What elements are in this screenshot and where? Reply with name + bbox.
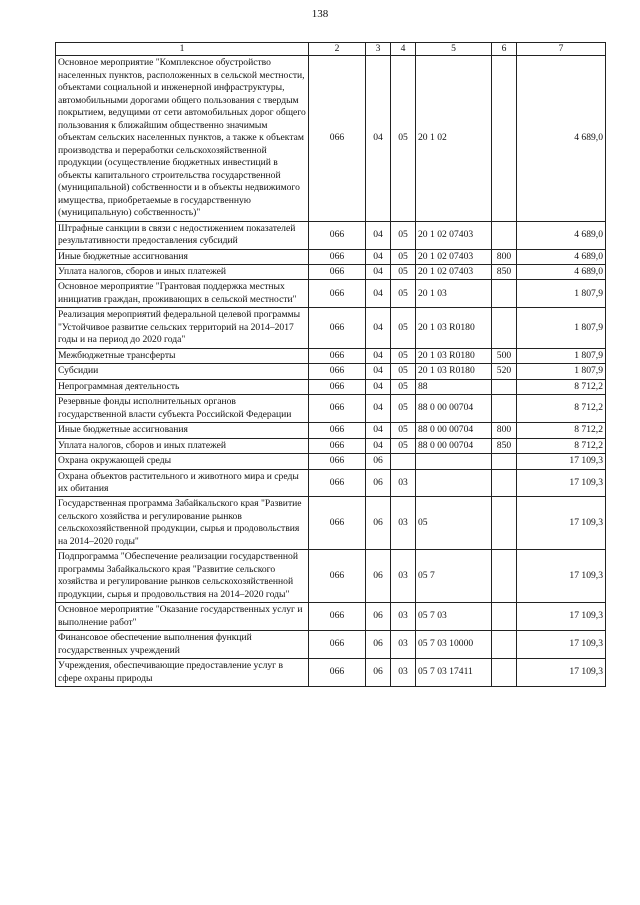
row-target-article: 20 1 02 07403 <box>416 249 492 264</box>
row-expense-type: 800 <box>492 249 517 264</box>
row-expense-type <box>492 603 517 631</box>
row-amount: 17 109,3 <box>517 469 606 497</box>
row-target-article: 20 1 03 R0180 <box>416 308 492 348</box>
budget-table <box>55 42 606 687</box>
row-amount: 1 807,9 <box>517 364 606 379</box>
row-subsection-code: 03 <box>391 603 416 631</box>
row-name: Основное мероприятие "Грантовая поддержка местных инициатив граждан, проживающих в сельской местности" <box>56 280 309 308</box>
row-subsection-code: 03 <box>391 469 416 497</box>
row-subsection-code: 05 <box>391 395 416 423</box>
row-name: Штрафные санкции в связи с недостижением показателей результативности предоставления субсидий <box>56 221 309 249</box>
row-section-code: 06 <box>366 550 391 603</box>
row-expense-type <box>492 454 517 469</box>
row-grbs-code: 066 <box>309 603 366 631</box>
row-name: Реализация мероприятий федеральной целевой программы "Устойчивое развитие сельских территорий на 2014–2017 годы и на период до 2020 года" <box>56 308 309 348</box>
row-grbs-code: 066 <box>309 438 366 453</box>
header-cell: 5 <box>416 43 492 56</box>
table-row <box>56 379 606 394</box>
row-target-article <box>416 469 492 497</box>
row-subsection-code: 05 <box>391 264 416 279</box>
row-amount: 1 807,9 <box>517 348 606 363</box>
row-amount: 17 109,3 <box>517 454 606 469</box>
row-grbs-code: 066 <box>309 659 366 687</box>
row-name: Уплата налогов, сборов и иных платежей <box>56 438 309 453</box>
row-grbs-code: 066 <box>309 379 366 394</box>
row-subsection-code: 03 <box>391 550 416 603</box>
row-target-article: 20 1 03 <box>416 280 492 308</box>
row-grbs-code: 066 <box>309 395 366 423</box>
row-name: Иные бюджетные ассигнования <box>56 249 309 264</box>
row-grbs-code: 066 <box>309 249 366 264</box>
row-amount: 4 689,0 <box>517 221 606 249</box>
table-row <box>56 264 606 279</box>
header-cell: 7 <box>517 43 606 56</box>
row-subsection-code: 05 <box>391 438 416 453</box>
row-amount: 17 109,3 <box>517 550 606 603</box>
row-grbs-code: 066 <box>309 469 366 497</box>
row-section-code: 04 <box>366 395 391 423</box>
table-row <box>56 603 606 631</box>
row-section-code: 04 <box>366 348 391 363</box>
row-name: Уплата налогов, сборов и иных платежей <box>56 264 309 279</box>
table-row <box>56 454 606 469</box>
row-expense-type <box>492 395 517 423</box>
row-subsection-code <box>391 454 416 469</box>
row-amount: 4 689,0 <box>517 249 606 264</box>
row-section-code: 04 <box>366 249 391 264</box>
row-name: Межбюджетные трансферты <box>56 348 309 363</box>
row-amount: 17 109,3 <box>517 603 606 631</box>
row-name: Основное мероприятие "Оказание государственных услуг и выполнение работ" <box>56 603 309 631</box>
table-row <box>56 550 606 603</box>
row-amount: 17 109,3 <box>517 659 606 687</box>
row-name: Охрана объектов растительного и животного мира и среды их обитания <box>56 469 309 497</box>
header-cell: 3 <box>366 43 391 56</box>
row-grbs-code: 066 <box>309 308 366 348</box>
row-expense-type <box>492 497 517 550</box>
row-amount: 4 689,0 <box>517 264 606 279</box>
row-amount: 17 109,3 <box>517 497 606 550</box>
table-row <box>56 280 606 308</box>
row-grbs-code: 066 <box>309 631 366 659</box>
row-name: Учреждения, обеспечивающие предоставление услуг в сфере охраны природы <box>56 659 309 687</box>
table-row <box>56 423 606 438</box>
row-expense-type <box>492 469 517 497</box>
row-expense-type: 800 <box>492 423 517 438</box>
table-row <box>56 631 606 659</box>
row-target-article: 88 0 00 00704 <box>416 438 492 453</box>
row-section-code: 04 <box>366 56 391 221</box>
header-row <box>56 43 606 56</box>
row-target-article: 88 <box>416 379 492 394</box>
row-section-code: 04 <box>366 379 391 394</box>
table-row <box>56 56 606 221</box>
row-section-code: 04 <box>366 308 391 348</box>
row-grbs-code: 066 <box>309 454 366 469</box>
row-subsection-code: 05 <box>391 280 416 308</box>
row-section-code: 04 <box>366 264 391 279</box>
row-amount: 17 109,3 <box>517 631 606 659</box>
row-section-code: 06 <box>366 497 391 550</box>
row-name: Резервные фонды исполнительных органов государственной власти субъекта Российской Федерации <box>56 395 309 423</box>
row-amount: 8 712,2 <box>517 395 606 423</box>
row-subsection-code: 05 <box>391 308 416 348</box>
row-grbs-code: 066 <box>309 280 366 308</box>
row-amount: 8 712,2 <box>517 438 606 453</box>
row-name: Основное мероприятие "Комплексное обустройство населенных пунктов, расположенных в сельской местности, объектами социальной и инженерной инфраструктуры, автомобильными дорогами общего пользования с твердым покрытием, ведущими от сети автомобильных дорог общего пользования к ближайшим общественно значимым объектам сельских населенных пунктов, а также к объектам производства и переработки сельскохозяйственной продукции (осуществление бюджетных инвестиций в объекты капитального строительства государственной (муниципальной) собственности и в объекты недвижимого имущества, приобретаемые в государственную (муниципальную) собственность)" <box>56 56 309 221</box>
row-target-article: 20 1 02 07403 <box>416 221 492 249</box>
table-row <box>56 659 606 687</box>
row-target-article: 05 7 03 <box>416 603 492 631</box>
row-name: Иные бюджетные ассигнования <box>56 423 309 438</box>
row-section-code: 04 <box>366 221 391 249</box>
table-row <box>56 308 606 348</box>
row-subsection-code: 05 <box>391 364 416 379</box>
row-name: Финансовое обеспечение выполнения функций государственных учреждений <box>56 631 309 659</box>
row-expense-type <box>492 550 517 603</box>
row-subsection-code: 03 <box>391 659 416 687</box>
row-section-code: 04 <box>366 364 391 379</box>
row-name: Подпрограмма "Обеспечение реализации государственной программы Забайкальского края "Развитие сельского хозяйства и регулирование рынков сельскохозяйственной продукции, сырья и продовольствия на 2014–2020 годы" <box>56 550 309 603</box>
row-expense-type <box>492 631 517 659</box>
row-section-code: 04 <box>366 280 391 308</box>
header-cell: 2 <box>309 43 366 56</box>
row-target-article: 20 1 03 R0180 <box>416 348 492 363</box>
row-target-article: 05 7 <box>416 550 492 603</box>
row-amount: 4 689,0 <box>517 56 606 221</box>
row-target-article <box>416 454 492 469</box>
row-amount: 1 807,9 <box>517 308 606 348</box>
row-expense-type: 850 <box>492 264 517 279</box>
row-section-code: 06 <box>366 469 391 497</box>
row-grbs-code: 066 <box>309 550 366 603</box>
table-row <box>56 249 606 264</box>
row-expense-type <box>492 308 517 348</box>
row-grbs-code: 066 <box>309 221 366 249</box>
row-target-article: 88 0 00 00704 <box>416 395 492 423</box>
row-expense-type: 500 <box>492 348 517 363</box>
row-expense-type <box>492 56 517 221</box>
row-section-code: 06 <box>366 603 391 631</box>
page-number: 138 <box>311 8 329 20</box>
table-row <box>56 438 606 453</box>
row-grbs-code: 066 <box>309 348 366 363</box>
row-target-article: 05 <box>416 497 492 550</box>
row-grbs-code: 066 <box>309 497 366 550</box>
row-target-article: 20 1 02 <box>416 56 492 221</box>
row-expense-type <box>492 379 517 394</box>
header-cell: 1 <box>56 43 309 56</box>
row-name: Субсидии <box>56 364 309 379</box>
table-row <box>56 348 606 363</box>
row-target-article: 05 7 03 10000 <box>416 631 492 659</box>
row-expense-type <box>492 280 517 308</box>
row-grbs-code: 066 <box>309 264 366 279</box>
row-amount: 8 712,2 <box>517 379 606 394</box>
row-amount: 8 712,2 <box>517 423 606 438</box>
table-row <box>56 469 606 497</box>
table-row <box>56 221 606 249</box>
row-section-code: 06 <box>366 454 391 469</box>
row-section-code: 06 <box>366 659 391 687</box>
row-subsection-code: 05 <box>391 423 416 438</box>
row-section-code: 06 <box>366 631 391 659</box>
row-subsection-code: 05 <box>391 249 416 264</box>
row-subsection-code: 03 <box>391 497 416 550</box>
row-subsection-code: 05 <box>391 56 416 221</box>
row-section-code: 04 <box>366 438 391 453</box>
row-subsection-code: 05 <box>391 379 416 394</box>
row-section-code: 04 <box>366 423 391 438</box>
row-target-article: 88 0 00 00704 <box>416 423 492 438</box>
table-row <box>56 497 606 550</box>
table-body <box>56 56 606 687</box>
row-grbs-code: 066 <box>309 423 366 438</box>
header-cell: 6 <box>492 43 517 56</box>
row-expense-type: 850 <box>492 438 517 453</box>
header-cell: 4 <box>391 43 416 56</box>
row-subsection-code: 03 <box>391 631 416 659</box>
table-row <box>56 364 606 379</box>
table-row <box>56 395 606 423</box>
row-expense-type: 520 <box>492 364 517 379</box>
row-target-article: 05 7 03 17411 <box>416 659 492 687</box>
row-amount: 1 807,9 <box>517 280 606 308</box>
row-name: Непрограммная деятельность <box>56 379 309 394</box>
row-target-article: 20 1 03 R0180 <box>416 364 492 379</box>
row-subsection-code: 05 <box>391 221 416 249</box>
row-expense-type <box>492 659 517 687</box>
row-name: Охрана окружающей среды <box>56 454 309 469</box>
row-grbs-code: 066 <box>309 56 366 221</box>
row-name: Государственная программа Забайкальского края "Развитие сельского хозяйства и регулирование рынков сельскохозяйственной продукции, сырья и продовольствия на 2014–2020 годы" <box>56 497 309 550</box>
row-subsection-code: 05 <box>391 348 416 363</box>
row-expense-type <box>492 221 517 249</box>
row-target-article: 20 1 02 07403 <box>416 264 492 279</box>
row-grbs-code: 066 <box>309 364 366 379</box>
